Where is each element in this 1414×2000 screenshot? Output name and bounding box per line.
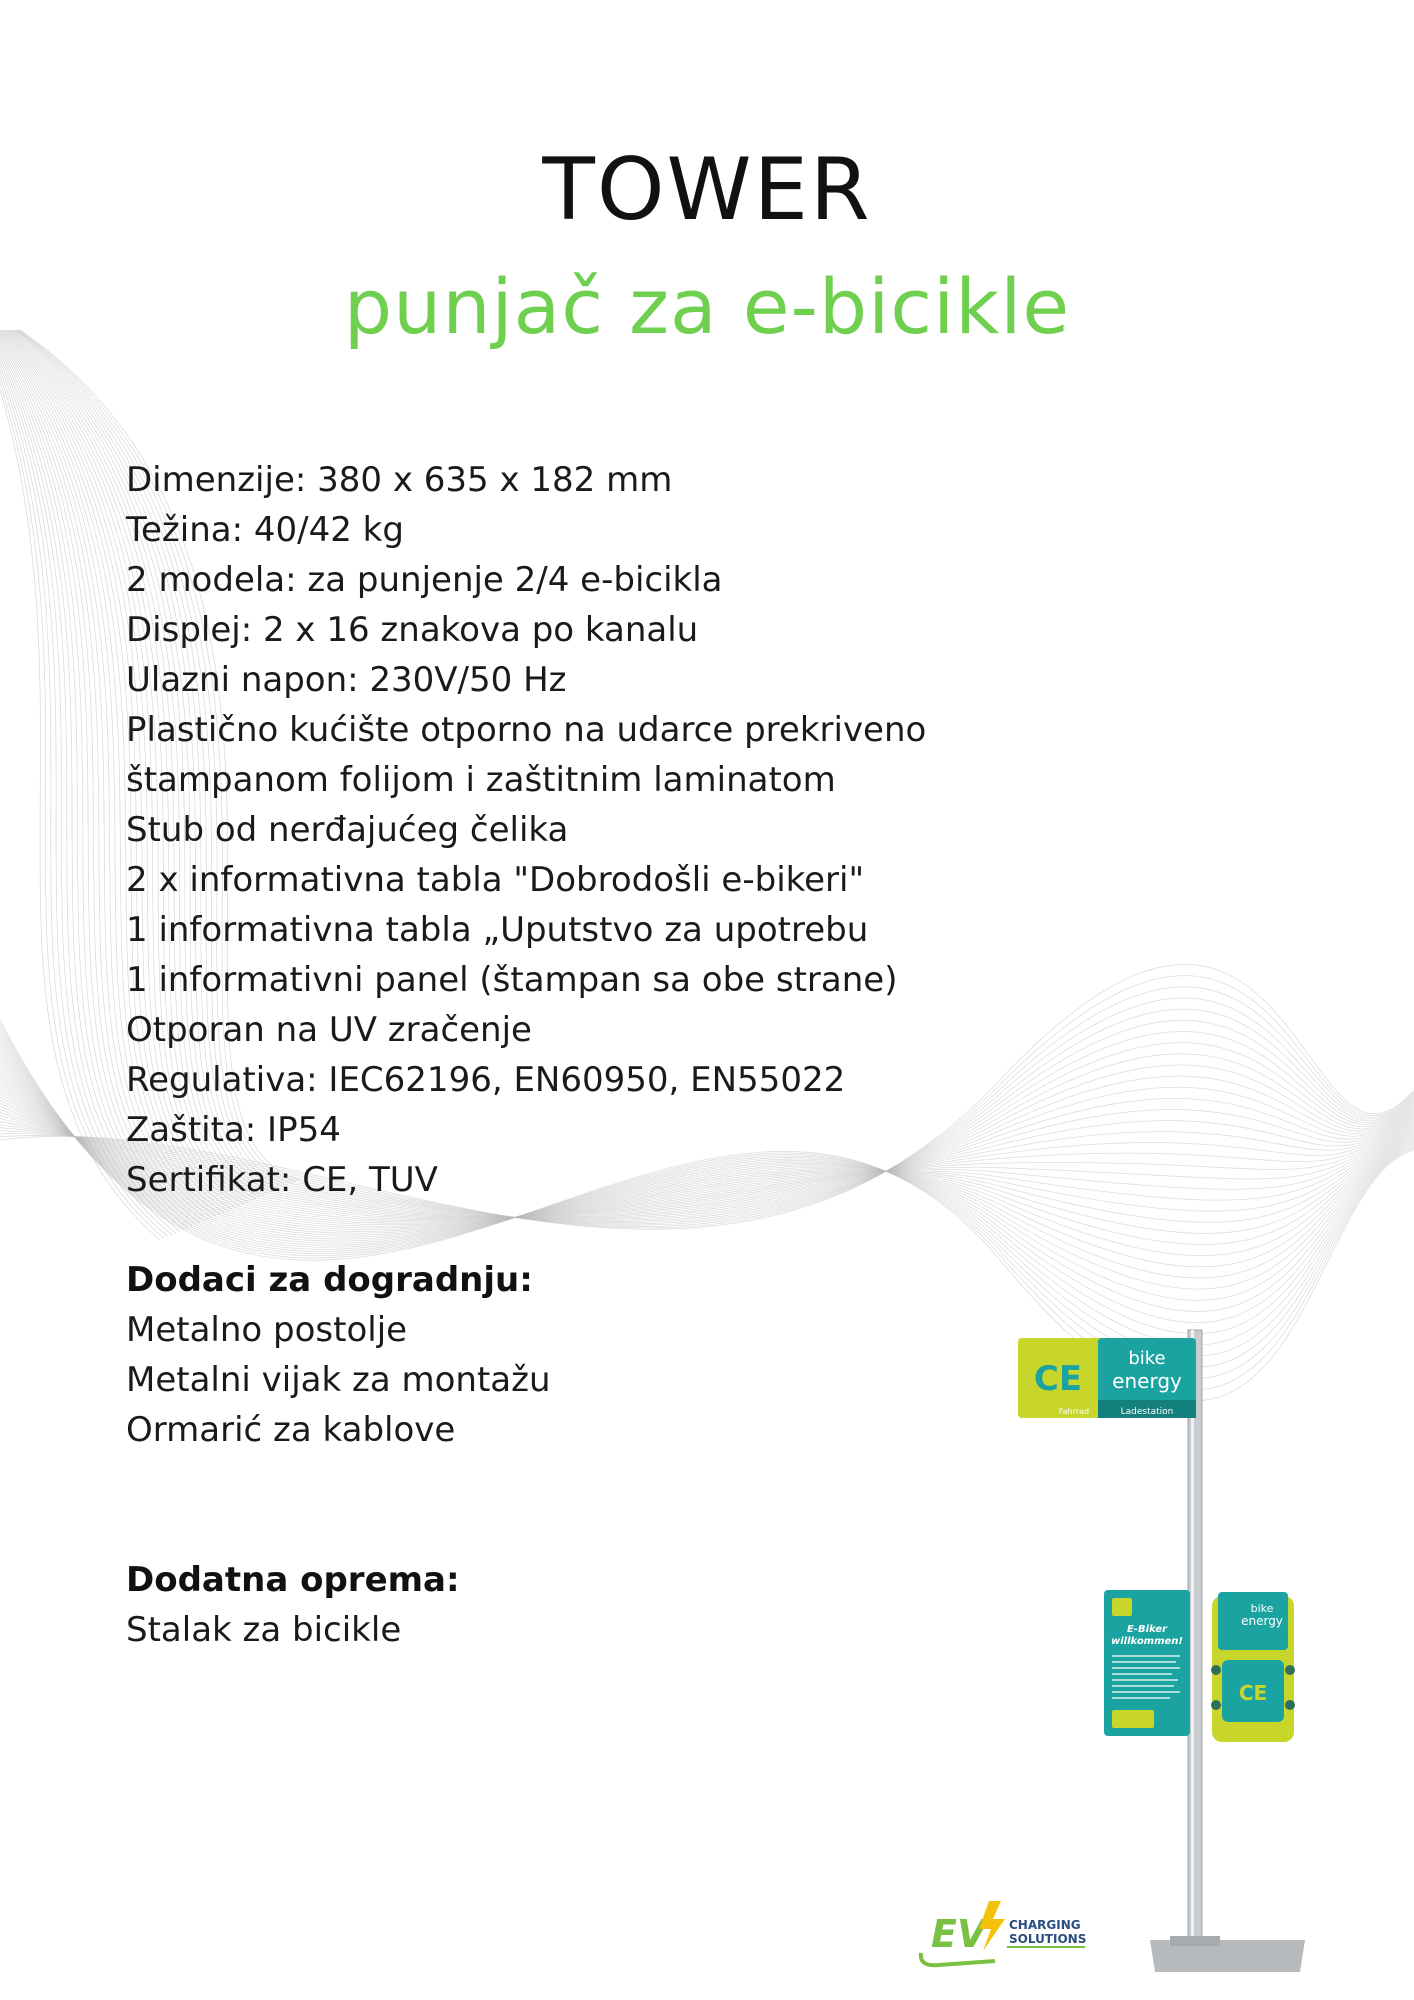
page-title: TOWER [542,140,872,240]
logo-letters: EV [931,1912,987,1956]
logo-line2: SOLUTIONS [1009,1932,1087,1946]
equipment-item: Stalak za bicikle [126,1610,402,1650]
svg-text:willkommen!: willkommen! [1111,1636,1183,1647]
spec-item: Stub od nerđajućeg čelika [126,810,569,850]
spec-item: Otporan na UV zračenje [126,1010,532,1050]
spec-item: Zaštita: IP54 [126,1110,341,1150]
spec-item: Sertifikat: CE, TUV [126,1160,438,1200]
spec-item: Plastično kućište otporno na udarce prekriveno [126,710,927,750]
spec-item: Ulazni napon: 230V/50 Hz [126,660,567,700]
sign-right-label: Ladestation [1120,1407,1174,1417]
charging-box [1211,1592,1295,1742]
svg-text:bike: bike [1250,1602,1274,1615]
spec-list [126,455,926,1205]
svg-text:CE: CE [1033,1359,1083,1399]
charging-tower-image [1000,1320,1360,1980]
spec-item: 1 informativni panel (štampan sa obe strane) [126,960,898,1000]
svg-text:E-Biker: E-Biker [1126,1624,1168,1635]
svg-text:CE: CE [1238,1681,1268,1705]
spec-item: 1 informativna tabla „Uputstvo za upotrebu [126,910,869,950]
spec-item: Displej: 2 x 16 znakova po kanalu [126,610,699,650]
spec-item: štampanom folijom i zaštitnim laminatom [126,760,836,800]
addons-section [126,1255,551,1455]
equipment-section [126,1555,460,1655]
top-sign [1018,1338,1196,1418]
info-panel [1104,1590,1190,1736]
sign-left-label: Fahrrad [1058,1407,1090,1416]
addon-item: Metalni vijak za montažu [126,1360,551,1400]
addons-list [126,1305,551,1455]
addon-item: Ormarić za kablove [126,1410,456,1450]
equipment-heading: Dodatna oprema: [126,1560,460,1600]
equipment-list [126,1605,460,1655]
addons-heading: Dodaci za dogradnju: [126,1260,533,1300]
spec-item: Dimenzije: 380 x 635 x 182 mm [126,460,673,500]
logo-line1: CHARGING [1009,1918,1081,1932]
svg-text:energy: energy [1241,1614,1283,1628]
page-subtitle: punjač za e-bicikle [343,262,1071,351]
sign-brand-1: bike [1128,1348,1166,1369]
spec-item: 2 x informativna tabla "Dobrodošli e-bikeri" [126,860,865,900]
spec-item: Regulativa: IEC62196, EN60950, EN55022 [126,1060,846,1100]
sign-brand-2: energy [1112,1369,1182,1393]
spec-item: Težina: 40/42 kg [126,510,404,550]
ev-charging-logo [915,1895,1095,1975]
spec-item: 2 modela: za punjenje 2/4 e-bicikla [126,560,723,600]
addon-item: Metalno postolje [126,1310,408,1350]
